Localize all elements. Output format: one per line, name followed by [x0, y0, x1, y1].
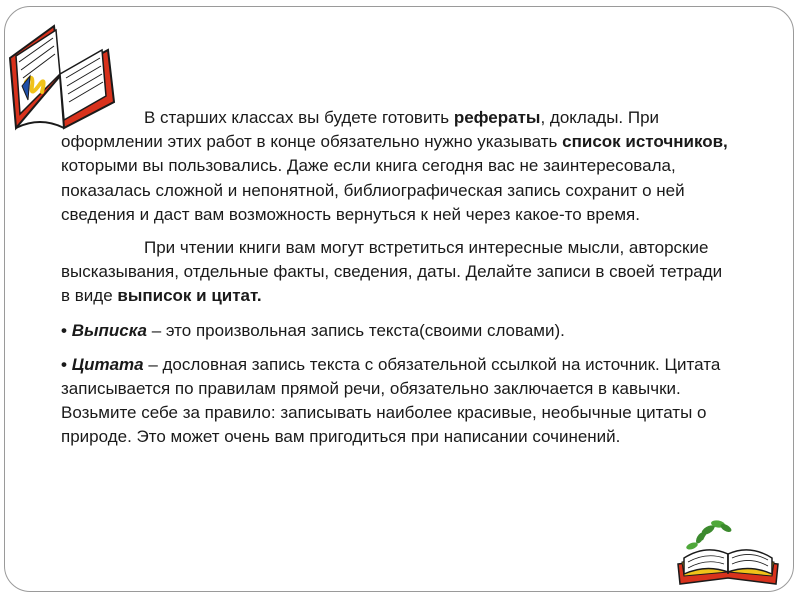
paragraph1-text: В старших классах вы будете готовить: [144, 108, 454, 127]
bullet-vypiska: [61, 319, 731, 343]
paragraph-reading: [61, 236, 731, 309]
bullet-marker: •: [61, 354, 72, 374]
slide-text: [61, 106, 731, 450]
paragraph1-text-2: , доклады. При оформлении этих работ в конце обязательно нужно указывать: [61, 108, 660, 152]
bullet2-term: Цитата: [71, 354, 144, 374]
open-book-with-leaves-icon: [672, 518, 784, 590]
paragraph1-bold-term: рефераты: [453, 108, 541, 127]
paragraph2-text: При чтении книги вам могут встретиться интересные мысли, авторские высказывания, отдельные факты, сведения, даты. Делайте записи в своей тетради в виде: [61, 238, 723, 306]
paragraph-sources: [61, 106, 731, 227]
bullet-tsitata: [61, 353, 731, 450]
bullet1-text: – это произвольная запись текста(своими словами).: [146, 320, 565, 340]
bullet-marker: •: [61, 320, 72, 340]
bullet2-text: – дословная запись текста с обязательной ссылкой на источник. Цитата записывается по правилам прямой речи, обязательно заключается в кавычки. Возьмите себе за правило: записывать наиболее красивые, необычные цитаты о природе. Это может очень вам пригодиться при написании сочинений.: [61, 354, 721, 447]
paragraph1-text-3: которыми вы пользовались. Даже если книга сегодня вас не заинтересовала, показалась сложной и непонятной, библиографическая запись сохранит о ней сведения и даст вам возможность вернуться к ней через какое-то время.: [61, 156, 685, 224]
paragraph1-bold-sources: список источников,: [562, 132, 728, 152]
bullet1-term: Выписка: [71, 320, 147, 340]
paragraph2-bold-term: выписок и цитат.: [117, 286, 262, 306]
